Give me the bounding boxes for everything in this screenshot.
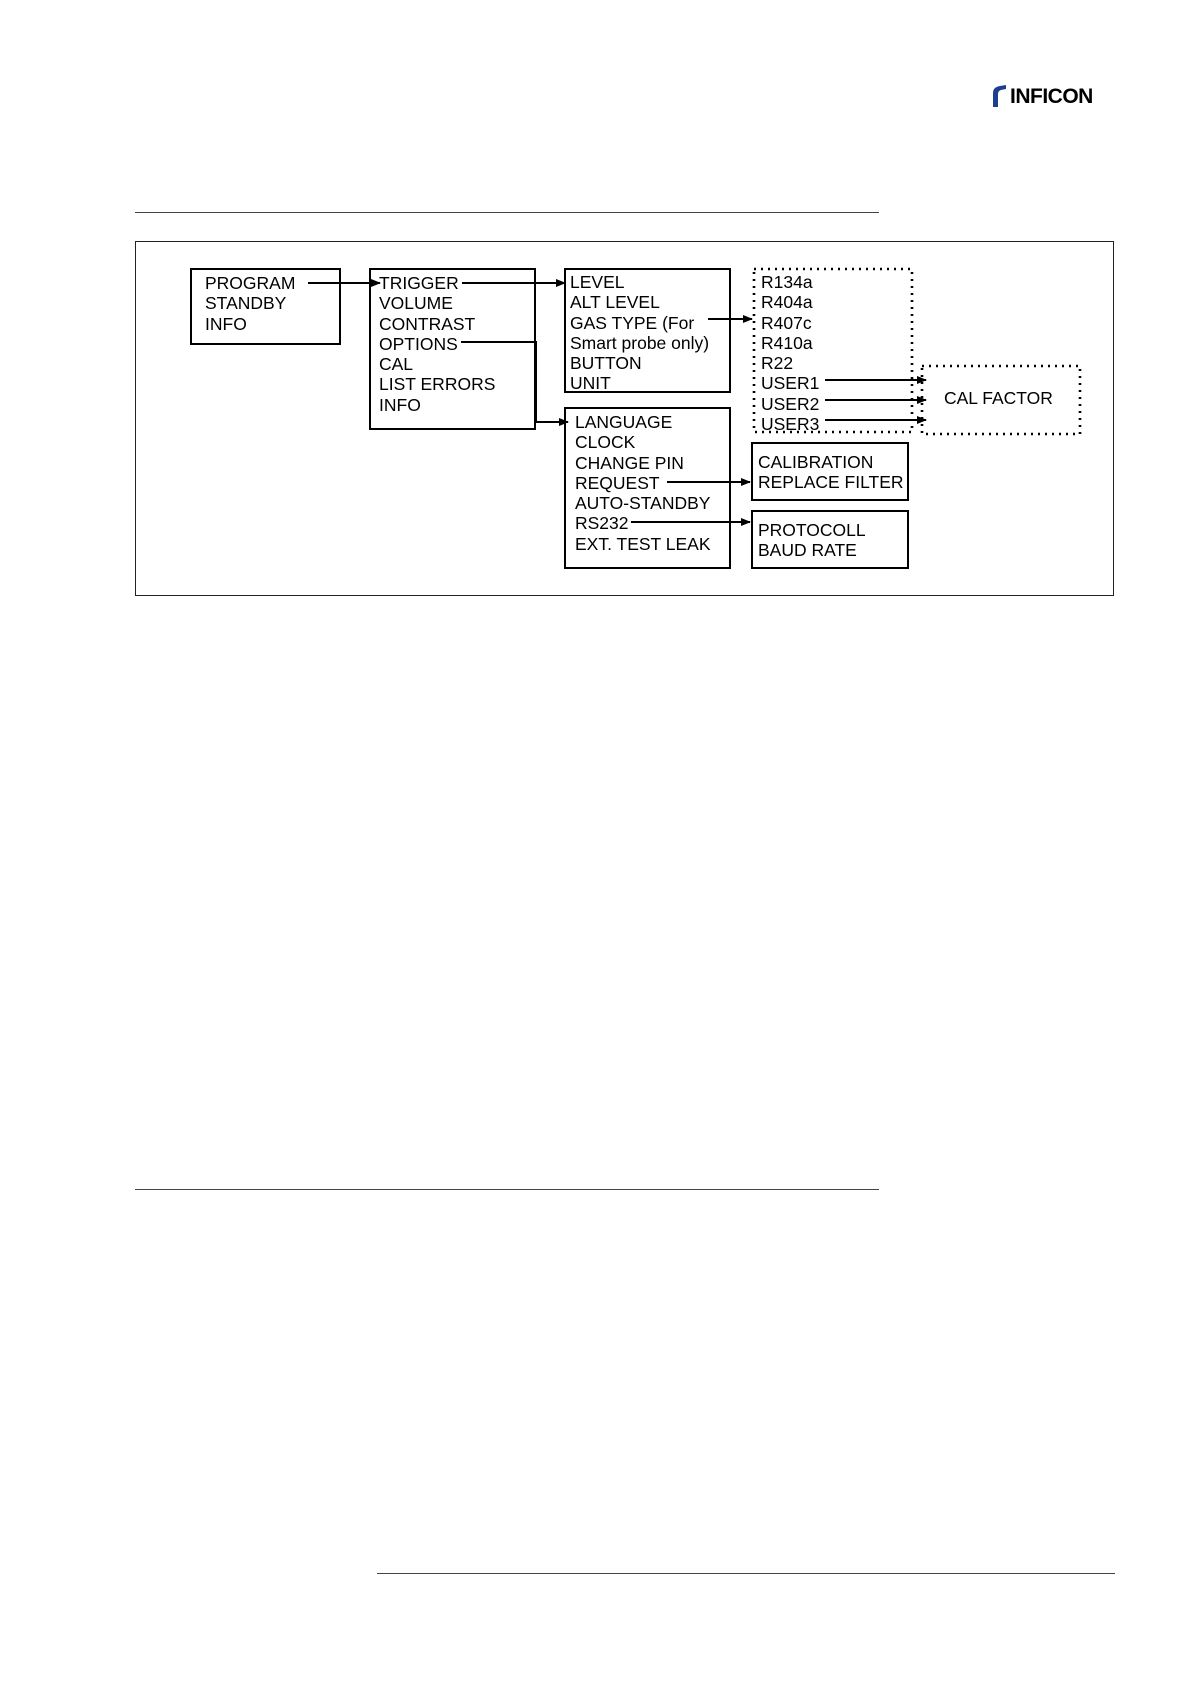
menu-item-auto-standby: AUTO-STANDBY bbox=[575, 493, 711, 514]
trigger-menu-list bbox=[570, 272, 709, 394]
menu-item-gas-type-note: Smart probe only) bbox=[570, 332, 710, 353]
inficon-logo-icon bbox=[990, 85, 1008, 107]
menu-item-protocoll: PROTOCOLL bbox=[758, 520, 866, 540]
menu-item-baud-rate: BAUD RATE bbox=[758, 540, 857, 561]
gas-r410a: R410a bbox=[761, 332, 813, 353]
request-menu-list bbox=[758, 452, 904, 493]
menu-item-cal: CAL bbox=[379, 354, 414, 375]
menu-item-ext-test-leak: EXT. TEST LEAK bbox=[575, 533, 711, 554]
main-menu-list bbox=[205, 273, 295, 334]
menu-item-calibration: CALIBRATION bbox=[758, 452, 874, 472]
menu-item-gas-type: GAS TYPE (For bbox=[570, 312, 695, 333]
gas-type-list bbox=[761, 272, 819, 434]
menu-item-alt-level: ALT LEVEL bbox=[570, 292, 660, 313]
rs232-menu-list bbox=[758, 520, 866, 561]
menu-item-list-errors: LIST ERRORS bbox=[379, 374, 496, 395]
program-menu-list bbox=[379, 273, 495, 415]
menu-item-level: LEVEL bbox=[570, 272, 625, 292]
menu-item-unit: UNIT bbox=[570, 373, 611, 394]
gas-r404a: R404a bbox=[761, 292, 813, 313]
gas-user2: USER2 bbox=[761, 393, 820, 414]
menu-item-trigger: TRIGGER bbox=[379, 273, 459, 293]
menu-item-button: BUTTON bbox=[570, 353, 642, 374]
menu-item-change-pin: CHANGE PIN bbox=[575, 452, 684, 473]
inficon-logo bbox=[990, 82, 1115, 112]
menu-item-request: REQUEST bbox=[575, 472, 660, 493]
menu-item-rs232: RS232 bbox=[575, 513, 629, 534]
gas-user1: USER1 bbox=[761, 373, 820, 394]
menu-item-program-info: INFO bbox=[379, 394, 421, 415]
gas-user3: USER3 bbox=[761, 414, 820, 435]
menu-item-language: LANGUAGE bbox=[575, 412, 673, 432]
gas-r407c: R407c bbox=[761, 312, 812, 333]
gas-r134a: R134a bbox=[761, 272, 813, 292]
menu-item-info: INFO bbox=[205, 313, 247, 334]
menu-item-options: OPTIONS bbox=[379, 333, 458, 354]
cal-factor-label: CAL FACTOR bbox=[944, 388, 1053, 408]
menu-item-contrast: CONTRAST bbox=[379, 313, 476, 334]
menu-structure-diagram bbox=[135, 241, 1114, 596]
menu-item-replace-filter: REPLACE FILTER bbox=[758, 472, 904, 493]
menu-item-program: PROGRAM bbox=[205, 273, 296, 293]
menu-item-volume: VOLUME bbox=[379, 293, 453, 314]
menu-item-clock: CLOCK bbox=[575, 432, 636, 453]
top-rule bbox=[135, 212, 879, 213]
bottom-rule bbox=[135, 1189, 879, 1190]
logo-text: INFICON bbox=[1010, 85, 1093, 108]
menu-item-standby: STANDBY bbox=[205, 293, 287, 314]
gas-r22: R22 bbox=[761, 353, 794, 374]
footer-rule bbox=[377, 1573, 1115, 1574]
options-menu-list bbox=[575, 412, 711, 554]
